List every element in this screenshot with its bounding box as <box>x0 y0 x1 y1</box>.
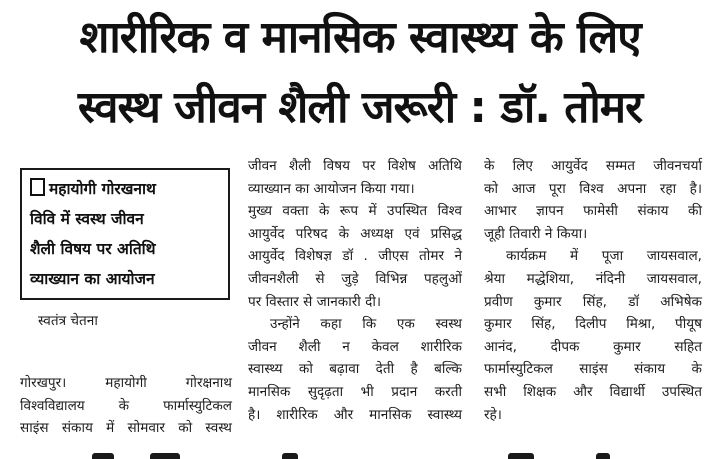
checkbox-icon <box>30 178 45 196</box>
cropped-glyph <box>508 453 534 459</box>
subheading-line-2: विवि में स्वस्थ जीवन <box>30 210 144 228</box>
article-line: गोरखपुर। महायोगी गोरक्षनाथ <box>20 375 232 391</box>
article-column-2 <box>248 155 462 426</box>
subheading-line-1 <box>30 174 220 204</box>
article-line: मुख्य वक्ता के रूप में उपस्थित विश्व <box>248 203 462 220</box>
article-line: है। शारीरिक और मानसिक स्वास्थ्य <box>248 406 462 423</box>
article-column-1 <box>20 152 232 333</box>
subheading-box <box>20 168 230 300</box>
article-line: विश्वविद्यालय के फार्मास्युटिकल <box>20 397 232 414</box>
cropped-glyph <box>282 453 298 459</box>
article-line: साइंस संकाय में सोमवार को स्वस्थ <box>20 420 232 437</box>
cropped-glyph <box>92 453 114 459</box>
article-column-1-text <box>20 372 232 440</box>
cropped-glyph <box>150 453 180 459</box>
article-line: जूही तिवारी ने किया। <box>484 225 588 242</box>
article-line: जीवनशैली से जुड़े विभिन्न पहलुओं <box>248 270 462 287</box>
headline-line-2: स्वस्थ जीवन शैली जरूरी : डॉ. तोमर <box>77 82 643 133</box>
article-line: सभी शिक्षक और विद्यार्थी उपस्थित <box>484 383 702 400</box>
article-line: स्वास्थ्य को बढ़ावा देती है बल्कि <box>248 361 462 378</box>
article-line: को आज पूरा विश्व अपना रहा है। <box>484 180 702 197</box>
article-line: जीवन शैली न केवल शारीरिक <box>248 338 462 355</box>
article-line: कार्यक्रम में पूजा जायसवाल, <box>506 248 702 265</box>
article-line: फार्मास्युटिकल साइंस संकाय के <box>484 361 702 378</box>
headline-line-1: शारीरिक व मानसिक स्वास्थ्य के लिए <box>79 12 641 63</box>
cropped-next-headline <box>0 449 720 459</box>
article-line: के लिए आयुर्वेद सम्मत जीवनचर्या <box>484 158 702 174</box>
article-line: आयुर्वेद परिषद के अध्यक्ष एवं प्रसिद्ध <box>248 225 462 242</box>
article-line: आभार ज्ञापन फामेसी संकाय की <box>484 203 702 220</box>
subheading-line-4: व्याख्यान का आयोजन <box>30 270 155 288</box>
article-line: प्रवीण कुमार सिंह, डॉ अभिषेक <box>484 293 702 310</box>
article-line: श्रेया मद्धेशिया, नंदिनी जायसवाल, <box>484 270 702 287</box>
article-line: कुमार सिंह, दिलीप मिश्रा, पीयूष <box>484 316 702 333</box>
subheading-line-3: शैली विषय पर अतिथि <box>30 240 156 258</box>
subheading-text-1: महायोगी गोरखनाथ <box>49 180 156 198</box>
article-line: आयुर्वेद विशेषज्ञ डॉ . जीएस तोमर ने <box>248 248 462 265</box>
article-line: रहे। <box>484 406 502 423</box>
cropped-glyph <box>596 453 610 459</box>
article-column-3 <box>484 155 702 426</box>
article-line: व्याख्यान का आयोजन किया गया। <box>248 180 415 197</box>
byline: स्वतंत्र चेतना <box>38 313 98 329</box>
article-line: उन्होंने कहा कि एक स्वस्थ <box>270 316 462 333</box>
article-line: जीवन शैली विषय पर विशेष अतिथि <box>248 158 462 174</box>
article-line: पर विस्तार से जानकारी दी। <box>248 293 382 310</box>
article-line: मानसिक सुदृढ़ता भी प्रदान करती <box>248 383 462 400</box>
article-line: आनंद, दीपक कुमार सहित <box>484 338 702 355</box>
